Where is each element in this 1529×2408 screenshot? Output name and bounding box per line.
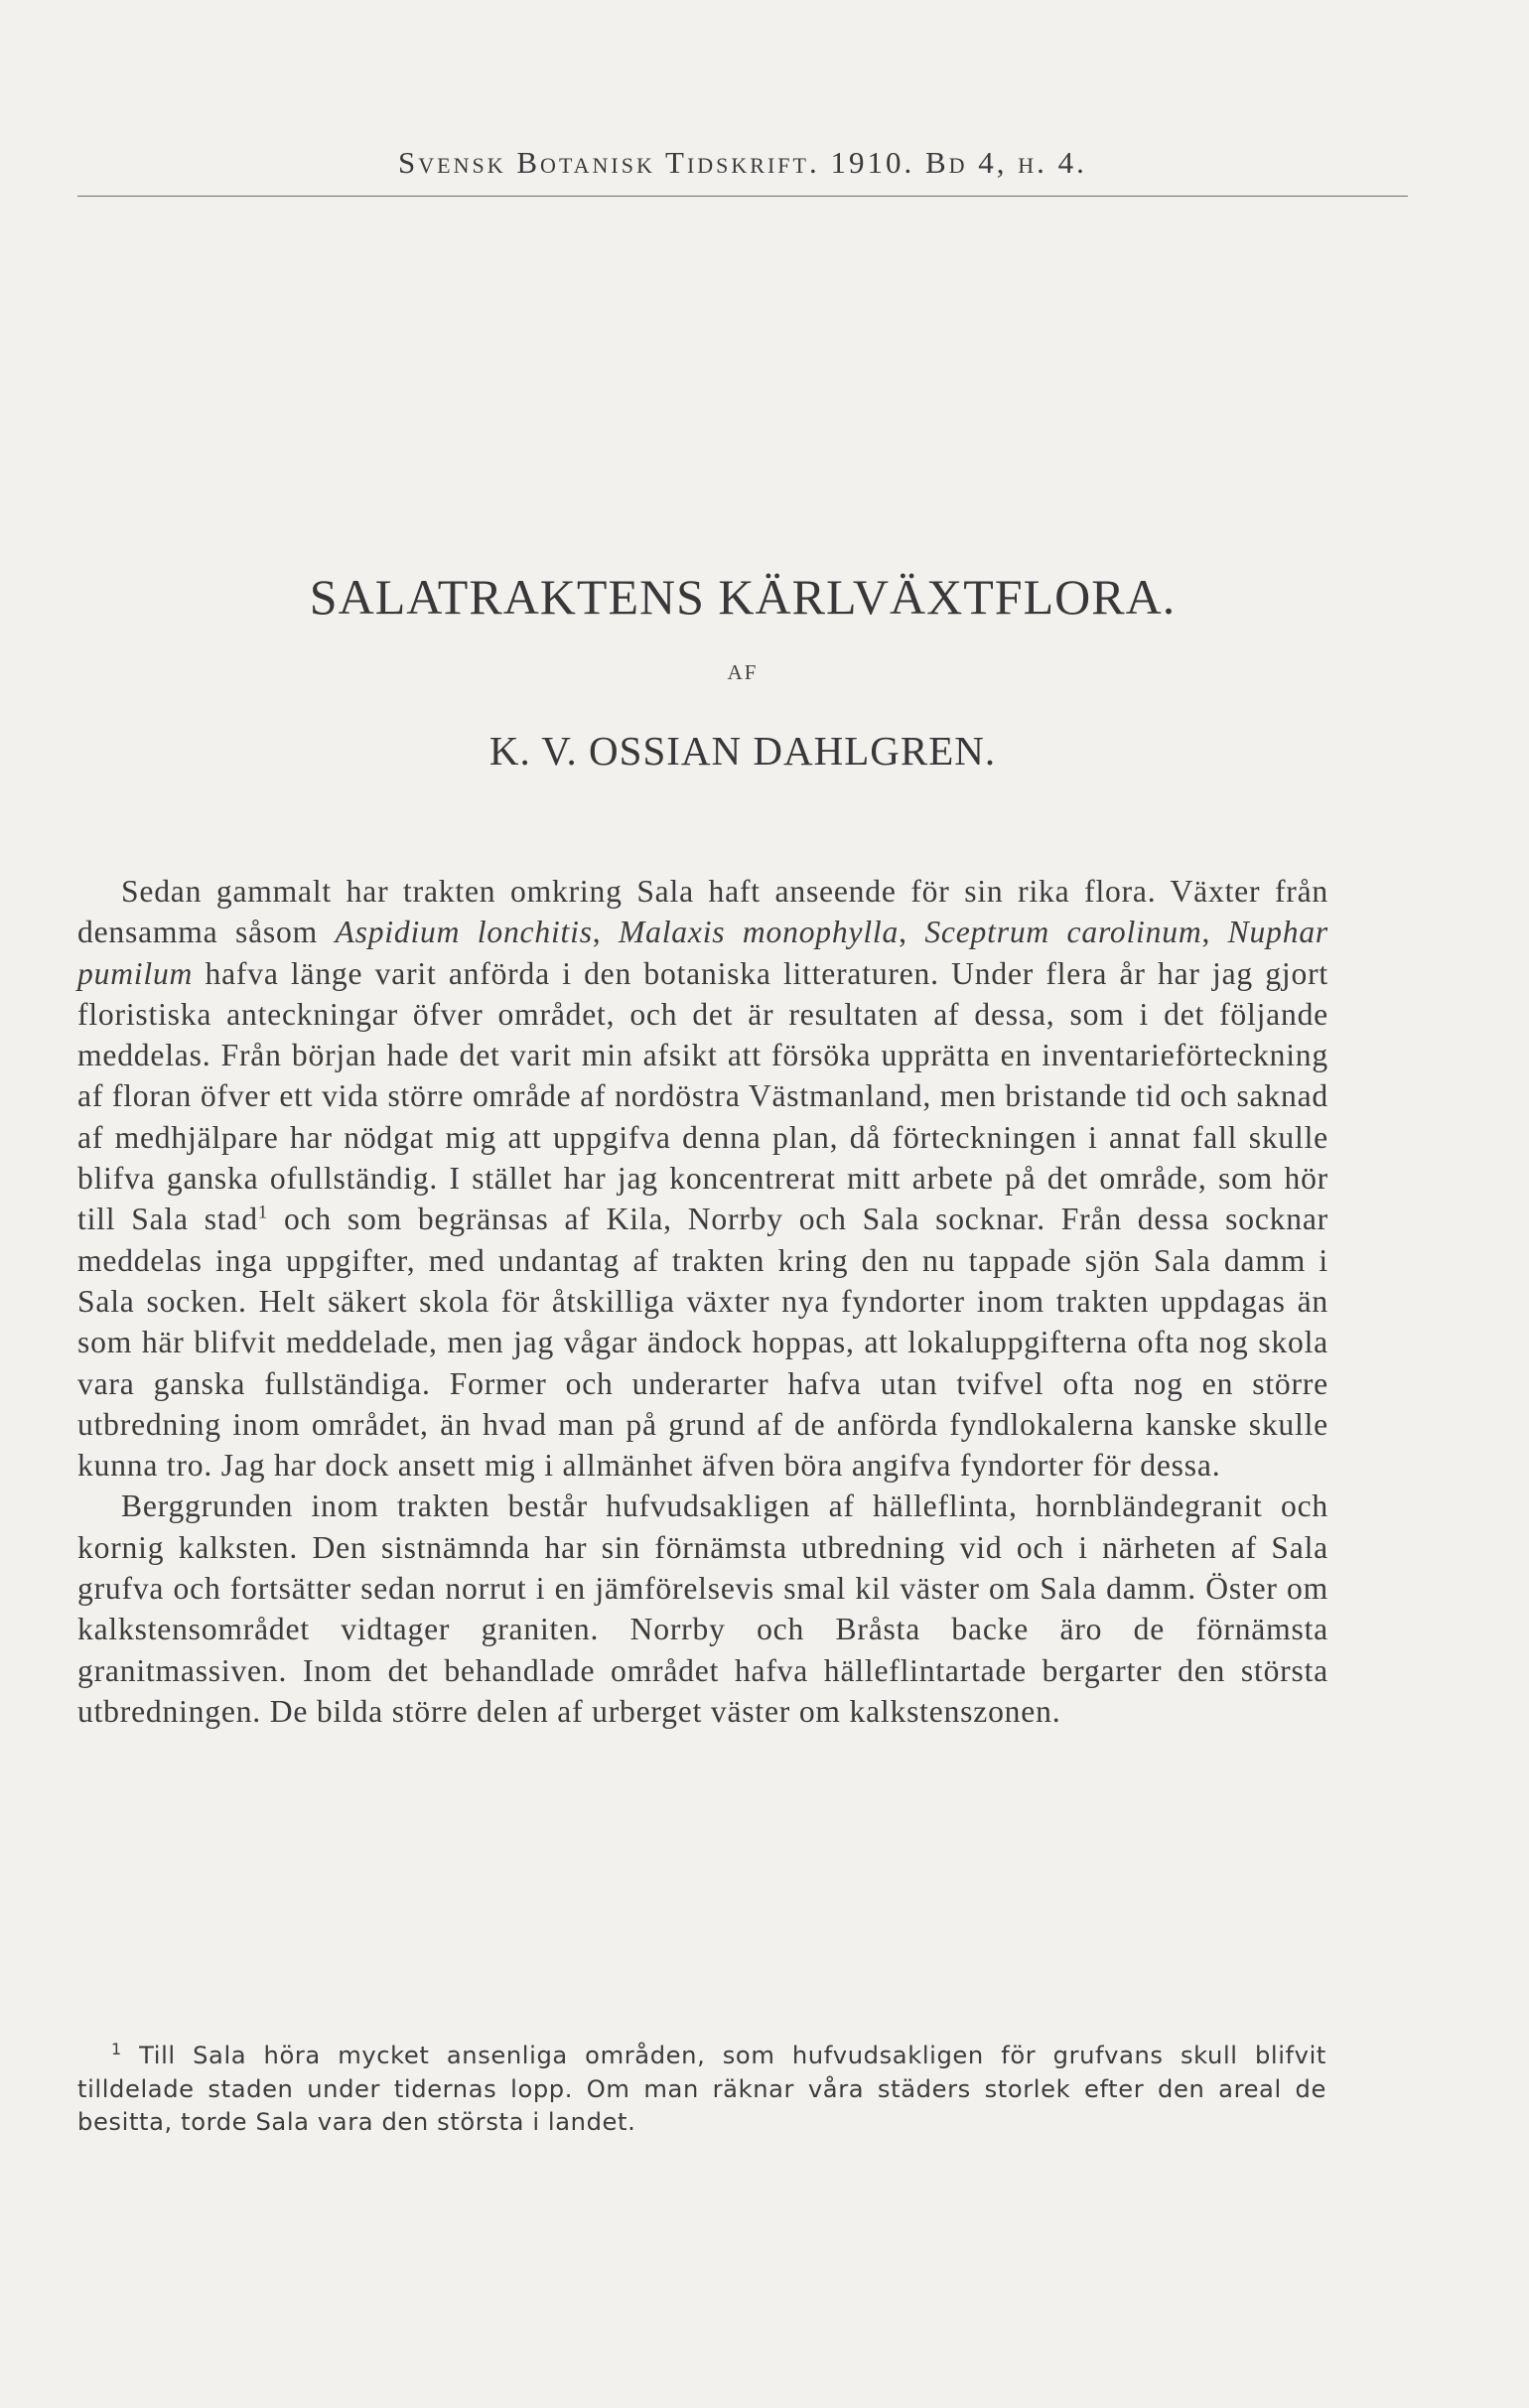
running-head: Svensk Botanisk Tidskrift. 1910. Bd 4, h. 4. — [398, 145, 1087, 180]
header-rule — [77, 196, 1408, 197]
author-name: K. V. OSSIAN DAHLGREN. — [488, 728, 997, 774]
article-body — [77, 871, 1328, 1732]
separator: , — [592, 915, 620, 950]
species-name: Nuphar pumilum — [77, 915, 1329, 991]
footnote — [77, 2040, 1326, 2140]
paragraph-bedrock: Berggrunden inom trakten består hufvudsakligen af hälleflinta, hornbländegranit och kornig kalksten. Den sistnämnda har sin förnämsta utbredning vid och i närheten af Sala grufva och fortsätter sedan norrut i en jämförelsevis smal kil väster om Sala damm. Öster om kalkstensområdet vidtager graniten. Norrby och Bråsta backe äro de förnämsta granitmassiven. Inom det behandlade området hafva hälleflintartade bergarter den största utbredningen. De bilda större delen af urberget väster om kalkstenszonen. — [77, 1488, 1328, 1729]
byline-af: AF — [727, 660, 759, 684]
footnote-marker: 1 — [111, 2039, 122, 2058]
footnote-reference: 1 — [257, 1202, 269, 1223]
paragraph-text: och som begränsas af Kila, Norrby och Sala socknar. Från dessa socknar meddelas inga uppgifter, med undantag af trakten kring den nu tappade sjön Sala damm i Sala socken. Helt säkert skola för åtskilliga växter nya fyndorter inom trakten uppdagas än som här blifvit meddelade, men jag vågar ändock hoppas, att lokaluppgifterna ofta nog skola vara ganska fullständiga. Former och underarter hafva utan tvifvel ofta nog en större utbredning inom området, än hvad man på grund af de anförda fyndlokalerna kanske skulle kunna tro. Jag har dock ansett mig i allmänhet äfven böra angifva fyndorter för dessa. — [77, 1202, 1328, 1484]
paragraph-text: Sedan gammalt har trakten omkring Sala haft anseende för sin rika flora. Växter från densamma såsom — [77, 874, 1328, 950]
species-name: Malaxis monophylla — [619, 915, 900, 950]
species-name: Aspidium lonchitis — [335, 915, 593, 950]
separator: , — [1201, 915, 1228, 950]
paragraph-intro — [77, 871, 1328, 1486]
separator: , — [899, 915, 925, 950]
article-title: SALATRAKTENS KÄRLVÄXTFLORA. — [309, 569, 1177, 625]
paragraph-text: hafva länge varit anförda i den botaniska litteraturen. Under flera år har jag gjort floristiska anteckningar öfver området, och det är resultaten af dessa, som i det följande meddelas. Från början hade det varit min afsikt att försöka upprätta en inventarieförteckning af floran öfver ett vida större område af nordöstra Västmanland, men bristande tid och saknad af medhjälpare har nödgat mig att uppgifva denna plan, då förteckningen i annat fall skulle blifva ganska ofullständig. I stället har jag koncentrerat mitt arbete på det område, som hör till Sala stad — [77, 955, 1328, 1237]
species-name: Sceptrum carolinum — [924, 915, 1202, 950]
footnote-text: Till Sala höra mycket ansenliga områden, som hufvudsakligen för grufvans skull blifvit tilldelade staden under tidernas lopp. Om man räknar våra städers storlek efter den areal de besitta, torde Sala vara den största i landet. — [77, 2042, 1326, 2136]
